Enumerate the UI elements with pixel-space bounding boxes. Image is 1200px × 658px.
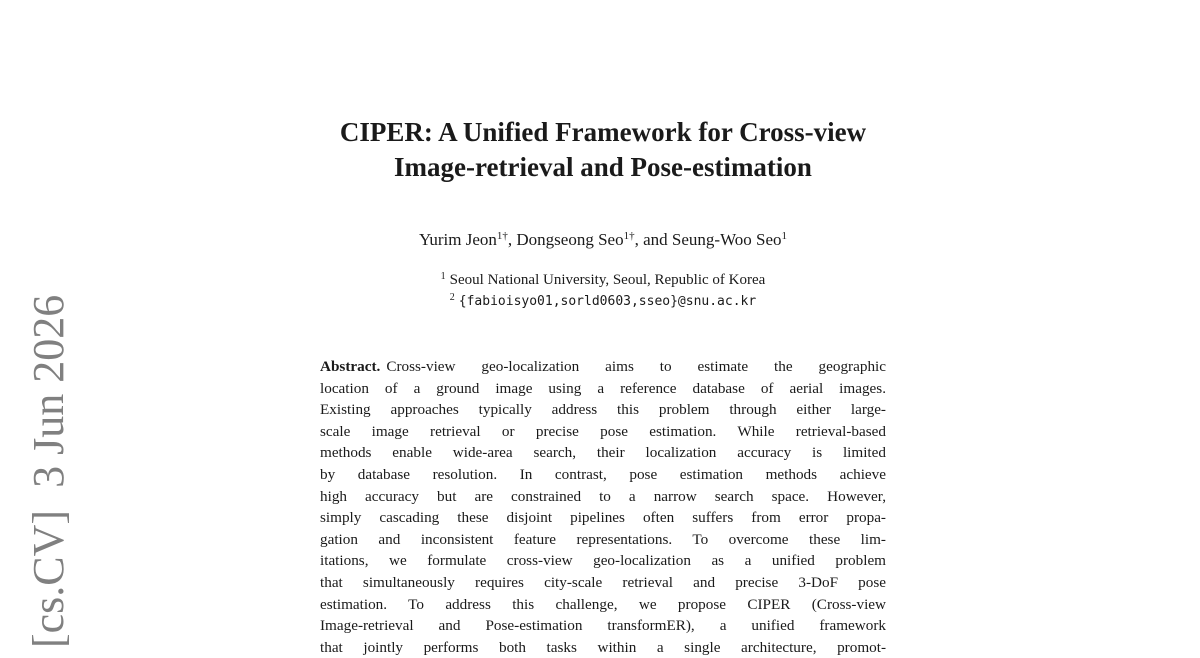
abstract-label: Abstract. [320,358,381,375]
author-separator: , and [634,230,672,249]
author-mark: 1† [496,230,508,242]
abstract-line: high accuracy but are constrained to a narrow search space. However, [320,487,886,505]
abstract-line: simply cascading these disjoint pipelines often suffers from error propa- [320,509,886,527]
title-line-2: Image-retrieval and Pose-estimation [394,152,812,182]
abstract-line: that simultaneously requires city-scale retrieval and precise 3-DoF pose [320,573,886,591]
title-line-1: CIPER: A Unified Framework for Cross-view [339,117,867,147]
abstract-line [320,356,886,378]
arxiv-stamp [24,294,73,648]
author-mark: 1† [623,230,635,242]
abstract-line: Image-retrieval and Pose-estimation transformER), a unified framework [320,617,886,635]
email-line [250,291,956,312]
abstract-line: that jointly performs both tasks within a single architecture, promot- [320,638,886,656]
abstract-line-text: Cross-view geo-localization aims to estimate the geographic [386,358,886,375]
author-name: Dongseong Seo [516,230,624,249]
abstract-line: estimation. To address this challenge, we propose CIPER (Cross-view [320,595,886,613]
affiliation-text: Seoul National University, Seoul, Republic of Korea [449,272,766,288]
affiliation-line [250,270,956,291]
affiliation-mark: 1 [440,271,446,282]
arxiv-date: 3 Jun 2026 [24,294,73,488]
abstract [320,356,886,658]
abstract-line: itations, we formulate cross-view geo-localization as a unified problem [320,552,886,570]
abstract-line: location of a ground image using a reference database of aerial images. [320,379,886,397]
author-list [250,228,956,252]
email-mark: 2 [449,292,455,303]
abstract-line: methods enable wide-area search, their localization accuracy is limited [320,444,886,462]
author-separator: , [507,230,517,249]
abstract-line: Existing approaches typically address this problem through either large- [320,401,886,419]
affiliation-block [250,270,956,312]
paper-title [250,115,956,185]
abstract-line: scale image retrieval or precise pose estimation. While retrieval-based [320,422,886,440]
arxiv-category: [cs.CV] [24,509,73,648]
author-mark: 1 [781,230,788,242]
abstract-line: by database resolution. In contrast, pose estimation methods achieve [320,465,886,483]
email-text: {fabioisyo01,sorld0603,sseo}@snu.ac.kr [458,294,757,309]
abstract-line: gation and inconsistent feature representations. To overcome these lim- [320,530,886,548]
author-name: Yurim Jeon [418,230,497,249]
author-name: Seung-Woo Seo [671,230,782,249]
